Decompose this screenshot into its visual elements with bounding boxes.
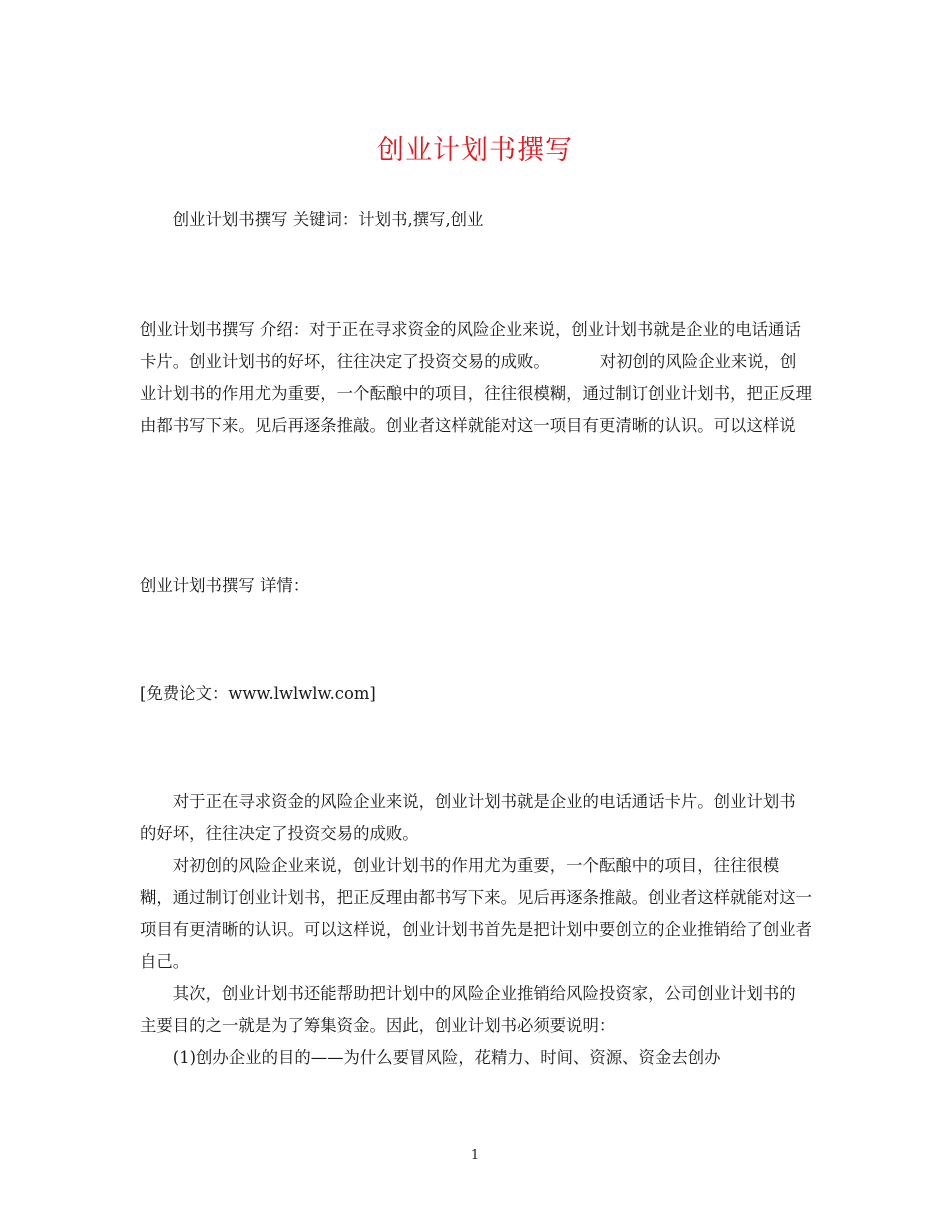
- document-title: 创业计划书撰写: [377, 135, 573, 166]
- intro-text-part1: 创业计划书撰写 介绍：对于正在寻求资金的风险企业来说，创业计划书就是企业的电话通话卡片。创业计划书的好坏，往往决定了投资交易的成败。: [140, 320, 801, 371]
- intro-paragraph: [140, 314, 812, 442]
- body-paragraph: 对初创的风险企业来说，创业计划书的作用尤为重要，一个酝酿中的项目，往往很模糊，通过制订创业计划书，把正反理由都书写下来。见后再逐条推敲。创业者这样就能对这一项目有更清晰的认识。可以这样说，创业计划书首先是把计划中要创立的企业推销给了创业者自己。: [140, 856, 813, 971]
- keywords-line: 创业计划书撰写 关键词：计划书,撰写,创业: [172, 210, 484, 229]
- source-line: [免费论文：www.lwlwlw.com]: [140, 684, 376, 703]
- page-number: 1: [470, 1148, 480, 1163]
- intro-text-part2: 对初创的风险企业来说，创业计划书的作用尤为重要，一个酝酿中的项目，往往很模糊，通过制订创业计划书，把正反理由都书写下来。见后再逐条推敲。创业者这样就能对这一项目有更清晰的认识。可以这样说: [140, 352, 813, 435]
- body-text: [140, 786, 812, 1074]
- details-heading: 创业计划书撰写 详情：: [140, 576, 310, 595]
- body-paragraph: 对于正在寻求资金的风险企业来说，创业计划书就是企业的电话通话卡片。创业计划书的好坏，往往决定了投资交易的成败。: [140, 792, 796, 843]
- body-paragraph: 其次，创业计划书还能帮助把计划中的风险企业推销给风险投资家，公司创业计划书的主要目的之一就是为了筹集资金。因此，创业计划书必须要说明：: [140, 984, 796, 1035]
- body-paragraph: (1)创办企业的目的——为什么要冒风险，花精力、时间、资源、资金去创办: [172, 1048, 721, 1067]
